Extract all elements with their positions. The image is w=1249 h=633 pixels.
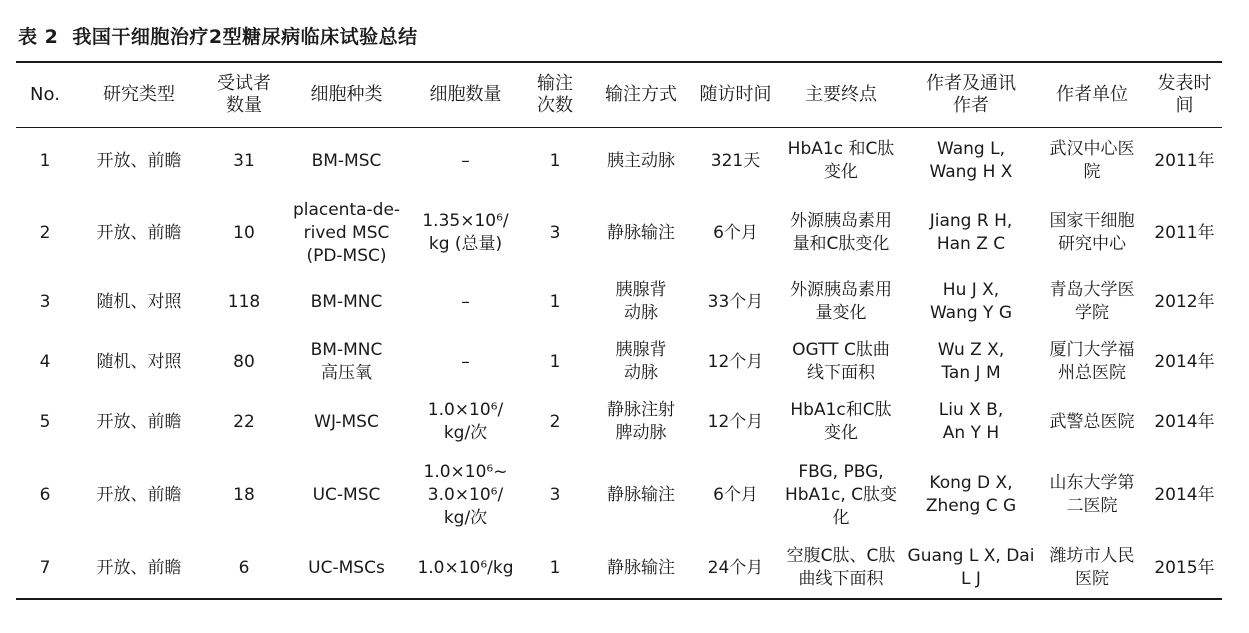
cell-cell-count: –: [461, 150, 470, 171]
cell-no: 5: [39, 411, 51, 432]
cell-infusion-times: 1: [549, 291, 561, 312]
cell-no: 1: [39, 150, 51, 171]
cell-institution: 武警总医院: [1049, 411, 1135, 432]
cell-authors: Kong D X, Zheng C G: [925, 473, 1017, 516]
cell-study-type: 开放、前瞻: [96, 222, 182, 243]
col-header-subjects: 受试者 数量: [204, 62, 284, 128]
cell-no: 2: [39, 222, 51, 243]
col-header-endpoint: 主要终点: [777, 62, 905, 128]
cell-cell-type: placenta-de- rived MSC (PD-MSC): [292, 199, 401, 266]
cell-endpoint: 外源胰岛素用 量变化: [790, 280, 892, 323]
table-row: [16, 272, 1222, 332]
col-header-institution: 作者单位: [1037, 62, 1147, 128]
table-row: [16, 392, 1222, 452]
cell-infusion-times: 3: [549, 484, 561, 505]
cell-publish-date: 2014年: [1154, 484, 1215, 505]
cell-study-type: 随机、对照: [96, 291, 182, 312]
cell-infusion-route: 静脉注射 脾动脉: [607, 400, 675, 443]
clinical-trials-table: [16, 61, 1222, 600]
cell-institution: 山东大学第 二医院: [1049, 473, 1135, 516]
cell-cell-type: UC-MSC: [312, 484, 381, 505]
col-header-cell-type: 细胞种类: [284, 62, 409, 128]
cell-institution: 潍坊市人民 医院: [1049, 546, 1135, 589]
table-row: [16, 538, 1222, 599]
col-header-study-type: 研究类型: [74, 62, 204, 128]
cell-subjects: 80: [233, 351, 255, 372]
cell-endpoint: HbA1c 和C肽 变化: [787, 139, 895, 182]
col-header-no: No.: [16, 62, 74, 128]
cell-authors: Jiang R H, Han Z C: [929, 211, 1013, 254]
table-row: [16, 194, 1222, 272]
cell-no: 3: [39, 291, 51, 312]
cell-endpoint: HbA1c和C肽 变化: [790, 400, 892, 443]
cell-follow-up: 6个月: [713, 222, 758, 243]
cell-study-type: 开放、前瞻: [96, 150, 182, 171]
col-header-infusion-route: 输注方式: [588, 62, 694, 128]
cell-subjects: 22: [233, 411, 255, 432]
cell-authors: Wu Z X, Tan J M: [937, 340, 1005, 383]
cell-institution: 国家干细胞 研究中心: [1049, 211, 1135, 254]
cell-endpoint: FBG, PBG, HbA1c, C肽变 化: [784, 461, 898, 528]
cell-cell-type: BM-MSC: [311, 150, 382, 171]
cell-cell-count: 1.0×10⁶/kg: [417, 557, 514, 578]
cell-follow-up: 321天: [710, 150, 761, 171]
cell-study-type: 开放、前瞻: [96, 484, 182, 505]
table-number: 表 2: [18, 26, 59, 48]
cell-endpoint: 空腹C肽、C肽 曲线下面积: [786, 546, 896, 589]
cell-follow-up: 12个月: [707, 411, 764, 432]
cell-infusion-times: 1: [549, 557, 561, 578]
cell-infusion-route: 胰腺背 动脉: [615, 280, 667, 323]
cell-subjects: 10: [233, 222, 255, 243]
cell-infusion-times: 3: [549, 222, 561, 243]
col-header-follow-up: 随访时间: [694, 62, 777, 128]
cell-follow-up: 12个月: [707, 351, 764, 372]
cell-publish-date: 2012年: [1154, 291, 1215, 312]
cell-study-type: 开放、前瞻: [96, 557, 182, 578]
cell-publish-date: 2011年: [1154, 150, 1215, 171]
cell-infusion-route: 静脉输注: [607, 222, 675, 243]
cell-subjects: 31: [233, 150, 255, 171]
col-header-cell-count: 细胞数量: [409, 62, 522, 128]
cell-authors: Liu X B, An Y H: [938, 400, 1004, 443]
cell-follow-up: 24个月: [707, 557, 764, 578]
cell-publish-date: 2014年: [1154, 411, 1215, 432]
cell-cell-count: 1.35×10⁶/ kg (总量): [422, 211, 509, 254]
cell-infusion-route: 胰腺背 动脉: [615, 340, 667, 383]
cell-cell-count: 1.0×10⁶/ kg/次: [427, 400, 504, 443]
col-header-authors: 作者及通讯 作者: [905, 62, 1037, 128]
cell-authors: Guang L X, Dai L J: [907, 546, 1035, 589]
table-row: [16, 128, 1222, 195]
cell-infusion-route: 静脉输注: [607, 484, 675, 505]
col-header-infusion-times: 输注 次数: [522, 62, 588, 128]
table-row: [16, 452, 1222, 538]
cell-infusion-times: 2: [549, 411, 561, 432]
cell-infusion-times: 1: [549, 150, 561, 171]
cell-no: 4: [39, 351, 51, 372]
cell-institution: 武汉中心医 院: [1049, 139, 1135, 182]
cell-cell-type: WJ-MSC: [314, 411, 379, 432]
cell-infusion-times: 1: [549, 351, 561, 372]
cell-cell-count: –: [461, 291, 470, 312]
cell-cell-count: –: [461, 351, 470, 372]
cell-publish-date: 2015年: [1154, 557, 1215, 578]
header-row: [16, 62, 1222, 128]
cell-endpoint: 外源胰岛素用 量和C肽变化: [790, 211, 892, 254]
cell-cell-type: BM-MNC: [310, 291, 383, 312]
cell-institution: 青岛大学医 学院: [1049, 280, 1135, 323]
cell-subjects: 118: [227, 291, 261, 312]
cell-subjects: 6: [238, 557, 250, 578]
cell-subjects: 18: [233, 484, 255, 505]
table-row: [16, 332, 1222, 392]
table-caption: [18, 22, 418, 49]
cell-infusion-route: 胰主动脉: [607, 150, 675, 171]
cell-cell-type: UC-MSCs: [308, 557, 385, 578]
cell-authors: Hu J X, Wang Y G: [929, 280, 1013, 323]
cell-publish-date: 2014年: [1154, 351, 1215, 372]
cell-study-type: 开放、前瞻: [96, 411, 182, 432]
cell-no: 7: [39, 557, 51, 578]
cell-institution: 厦门大学福 州总医院: [1049, 340, 1135, 383]
cell-endpoint: OGTT C肽曲 线下面积: [792, 340, 890, 383]
col-header-publish-date: 发表时间: [1147, 62, 1222, 128]
cell-cell-count: 1.0×10⁶~ 3.0×10⁶/ kg/次: [423, 461, 508, 528]
cell-cell-type: BM-MNC 高压氧: [310, 340, 383, 383]
cell-study-type: 随机、对照: [96, 351, 182, 372]
table-title: 我国干细胞治疗2型糖尿病临床试验总结: [72, 26, 418, 48]
cell-follow-up: 6个月: [713, 484, 758, 505]
cell-infusion-route: 静脉输注: [607, 557, 675, 578]
cell-authors: Wang L, Wang H X: [929, 139, 1013, 182]
cell-follow-up: 33个月: [707, 291, 764, 312]
cell-publish-date: 2011年: [1154, 222, 1215, 243]
cell-no: 6: [39, 484, 51, 505]
